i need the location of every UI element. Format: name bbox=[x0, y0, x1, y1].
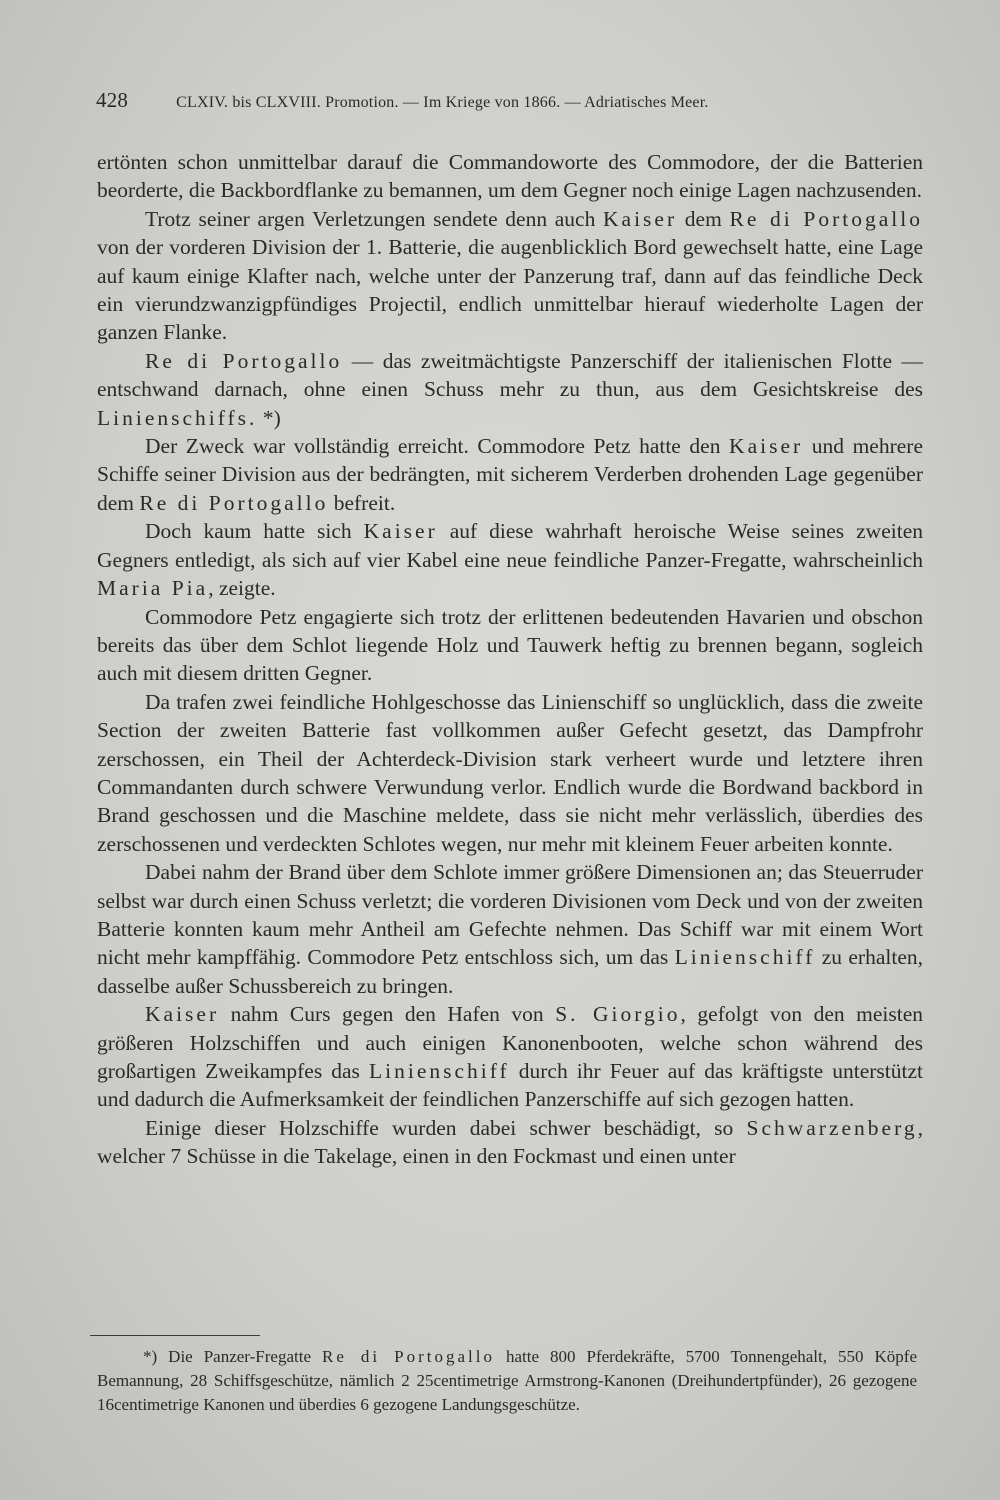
text-run: zu erhalten, dasselbe außer Schussbereich zu bringen. bbox=[97, 945, 923, 998]
spaced-ship-name: Linienschiffs. bbox=[97, 405, 258, 430]
spaced-ship-name: Re di Portogallo bbox=[139, 490, 329, 515]
paragraph-6: Commodore Petz engagierte sich trotz der erlittenen bedeutenden Havarien und obschon bereits das über dem Schlot liegende Holz und Tauwerk heftig zu brennen begann, sogleich auch mit diesem dritten Gegner. bbox=[97, 604, 923, 686]
running-head: CLXIV. bis CLXVIII. Promotion. — Im Kriege von 1866. — Adriatisches Meer. bbox=[176, 94, 709, 111]
text-run: Doch kaum hatte sich bbox=[145, 519, 364, 544]
spaced-ship-name: Re di Portogallo bbox=[322, 1347, 495, 1366]
paragraph-7: Da trafen zwei feindliche Hohlgeschosse das Linienschiff so unglücklich, dass die zweite Section der zweiten Batterie fast vollkommen außer Gefecht gesetzt, das Dampfrohr zerschossen, ein Theil der Achterdeck-Division stark verheert wurde und letztere ihren Commandanten durch schwere Verwundung verlor. Endlich wurde die Bordwand backbord in Brand geschossen und die Maschine meldete, dass sie nicht mehr verlässlich, überdies des zerschossenen und verdeckten Schlotes wegen, nur mehr mit kleinem Feuer arbeiten konnte. bbox=[97, 689, 923, 856]
text-run: Einige dieser Holzschiffe wurden dabei schwer beschädigt, so bbox=[145, 1115, 747, 1140]
spaced-ship-name: Maria Pia bbox=[97, 576, 209, 601]
text-run: — das zweitmächtigste Panzerschiff der italienischen Flotte — entschwand darnach, ohne einen Schuss mehr zu thun, aus dem Gesichtskreise des bbox=[97, 348, 923, 402]
text-run: befreit. bbox=[328, 490, 396, 515]
spaced-ship-name: Re di Portogallo bbox=[145, 348, 343, 373]
spaced-ship-name: Kaiser bbox=[729, 434, 804, 459]
text-run: und mehrere Schiffe seiner Division aus der bedrängten, mit sicherem Verderben drohenden Lage gegenüber dem bbox=[97, 434, 923, 515]
paragraph-4 bbox=[97, 432, 923, 517]
text-run: nahm Curs gegen den Hafen von bbox=[219, 1002, 556, 1027]
paragraph-2 bbox=[97, 205, 923, 347]
body-text bbox=[97, 148, 923, 1171]
spaced-ship-name: Re di Portogallo bbox=[729, 206, 923, 231]
spaced-ship-name: Kaiser bbox=[363, 519, 438, 544]
page-number: 428 bbox=[96, 88, 129, 112]
spaced-ship-name: Linienschiff bbox=[674, 945, 816, 970]
text-run: Der Zweck war vollständig erreicht. Commodore Petz hatte den bbox=[145, 434, 730, 459]
text-run: Dabei nahm der Brand über dem Schlote immer größere Dimensionen an; das Steuerruder selbst war durch einen Schuss verletzt; die vorderen Divisionen vom Deck und von der zweiten Batterie konnten kaum mehr Antheil am Gefechte nehmen. Das Schiff war mit einem Wort nicht mehr kampffähig. Commodore Petz entschloss sich, um das bbox=[97, 860, 923, 970]
paragraph-1: ertönten schon unmittelbar darauf die Commandoworte des Commodore, der die Batterien beorderte, die Backbordflanke zu bemannen, um dem Gegner noch einige Lagen nachzusenden. bbox=[97, 150, 923, 203]
footnote-ref: *) bbox=[257, 405, 281, 430]
footnote bbox=[97, 1345, 917, 1417]
paragraph-8 bbox=[97, 858, 923, 1000]
text-run: durch ihr Feuer auf das kräftigste unterstützt und dadurch die Aufmerksamkeit der feindlichen Panzerschiffe auf sich gezogen hatten. bbox=[97, 1059, 923, 1112]
text-run: , welcher 7 Schüsse in die Takelage, einen in den Fockmast und einen unter bbox=[97, 1115, 923, 1169]
text-run: , gefolgt von den meisten größeren Holzschiffen und auch einigen Kanonenbooten, welche schon während des großartigen Zweikampfes das bbox=[97, 1002, 923, 1083]
text-run: , zeigte. bbox=[208, 576, 276, 601]
text-run: Trotz seiner argen Verletzungen sendete denn auch bbox=[145, 206, 604, 231]
text-run: dem bbox=[677, 206, 730, 231]
paragraph-3 bbox=[97, 347, 923, 432]
footnote-text bbox=[97, 1345, 917, 1417]
paragraph-10 bbox=[97, 1114, 923, 1171]
text-run: auf diese wahrhaft heroische Weise seines zweiten Gegners entledigt, als sich auf vier Kabel eine neue feindliche Panzer-Fregatte, wahrscheinlich bbox=[97, 519, 923, 572]
spaced-ship-name: Kaiser bbox=[145, 1002, 220, 1027]
text-run: hatte 800 Pferdekräfte, 5700 Tonnengehalt, 550 Köpfe Bemannung, 28 Schiffsgeschütze, nämlich 2 25centimetrige Armstrong-Kanonen (Dreihundertpfünder), 26 gezogene 16centimetrige Kanonen und überdies 6 gezogene Landungsgeschütze. bbox=[97, 1347, 917, 1414]
text-run: *) Die Panzer-Fregatte bbox=[143, 1347, 322, 1366]
spaced-ship-name: Kaiser bbox=[603, 206, 678, 231]
spaced-place-name: S. Giorgio bbox=[555, 1002, 681, 1027]
spaced-ship-name: Schwarzenberg bbox=[746, 1115, 918, 1140]
paragraph-5 bbox=[97, 517, 923, 602]
spaced-ship-name: Linienschiff bbox=[368, 1059, 510, 1083]
text-run: von der vorderen Division der 1. Batterie, die augenblicklich Bord gewechselt hatte, eine Lage auf kaum einige Klafter nach, welche unter der Panzerung traf, dann auf das feindliche Deck ein vierundzwanzigpfündiges Projectil, endlich unmittelbar hierauf wiederholte Lagen der ganzen Flanke. bbox=[97, 235, 923, 345]
page-header bbox=[96, 88, 856, 118]
footnote-divider bbox=[90, 1335, 260, 1336]
paragraph-9 bbox=[97, 1000, 923, 1114]
